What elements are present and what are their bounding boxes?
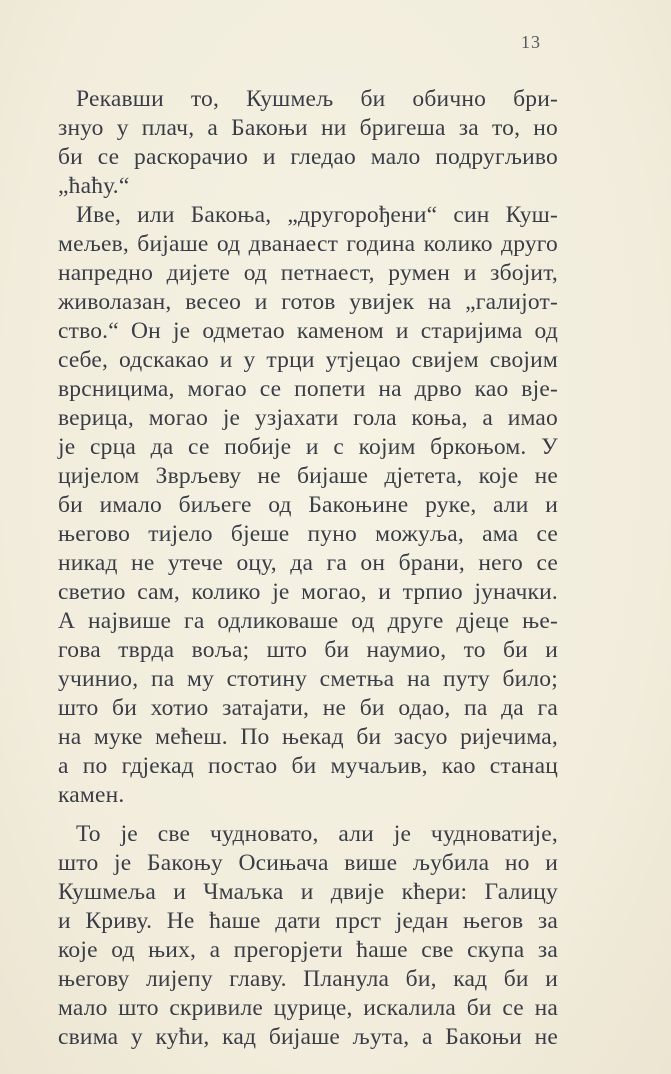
text-line: Кушмеља и Чмаљка и двије кћери: Галицу	[58, 879, 558, 905]
text-line: светио сам, колико је могао, и трпио јуначки.	[58, 579, 558, 605]
text-line: а по гдјекад постао би мучаљив, као станац	[58, 753, 558, 779]
text-line: мељев, бијаше од дванаест година колико друго	[58, 231, 558, 257]
text-line: „ћаћу.“	[58, 173, 130, 199]
text-line: његово тијело бјеше пуно можуља, ама се	[58, 521, 558, 547]
text-line: што би хотио затајати, не би одао, па да га	[58, 695, 558, 721]
text-line: учинио, па му стотину сметња на путу било;	[58, 666, 558, 692]
text-line: камен.	[58, 782, 125, 808]
text-line: себе, одскакао и у трци утјецао свијем својим	[58, 347, 558, 373]
text-line: је срца да се побије и с којим бркоњом. У	[58, 434, 558, 460]
text-line: верица, могао је узјахати гола коња, а имао	[58, 405, 558, 431]
text-line: гова тврда воља; што би наумио, то би и	[58, 637, 558, 663]
text-line: цијелом Зврљеву не бијаше дјетета, које не	[58, 463, 558, 489]
text-line: знуо у плач, а Бакоњи ни бригеша за то, но	[58, 115, 558, 141]
text-line: А највише га одликоваше од друге дјеце ње-	[58, 608, 558, 634]
text-line: напредно дијете од петнаест, румен и збојит,	[58, 260, 558, 286]
text-line: би имало биљеге од Бакоњине руке, али и	[58, 492, 558, 518]
text-line: би се раскорачио и гледао мало подругљиво	[58, 144, 558, 170]
text-line: врсницима, могао се попети на дрво као вје-	[58, 376, 558, 402]
text-line: свима у кући, кад бијаше љута, а Бакоњи не	[58, 1024, 558, 1050]
text-line: његову лијепу главу. Планула би, кад би и	[58, 966, 558, 992]
text-line: То је све чудновато, али је чудноватије,	[76, 821, 558, 847]
text-line: никад не утече оцу, да га он брани, него се	[58, 550, 558, 576]
text-line: мало што скривиле цурице, искалила би се на	[58, 995, 558, 1021]
text-line: Иве, или Бакоња, „другорођени“ син Куш-	[76, 202, 558, 228]
text-line: што је Бакоњу Осињача више љубила но и	[58, 850, 558, 876]
text-line: Рекавши то, Кушмељ би обично бри-	[76, 86, 558, 112]
page-number: 13	[521, 32, 541, 52]
text-line: живолазан, весео и готов увијек на „галијот-	[58, 289, 558, 315]
text-line: које од њих, а прегорјети ћаше све скупа за	[58, 937, 558, 963]
text-line: на муке мећеш. По њекад би засуо ријечима,	[58, 724, 558, 750]
text-line: и Криву. Не ћаше дати прст један његов за	[58, 908, 558, 934]
text-line: ство.“ Он је одметао каменом и старијима од	[58, 318, 558, 344]
